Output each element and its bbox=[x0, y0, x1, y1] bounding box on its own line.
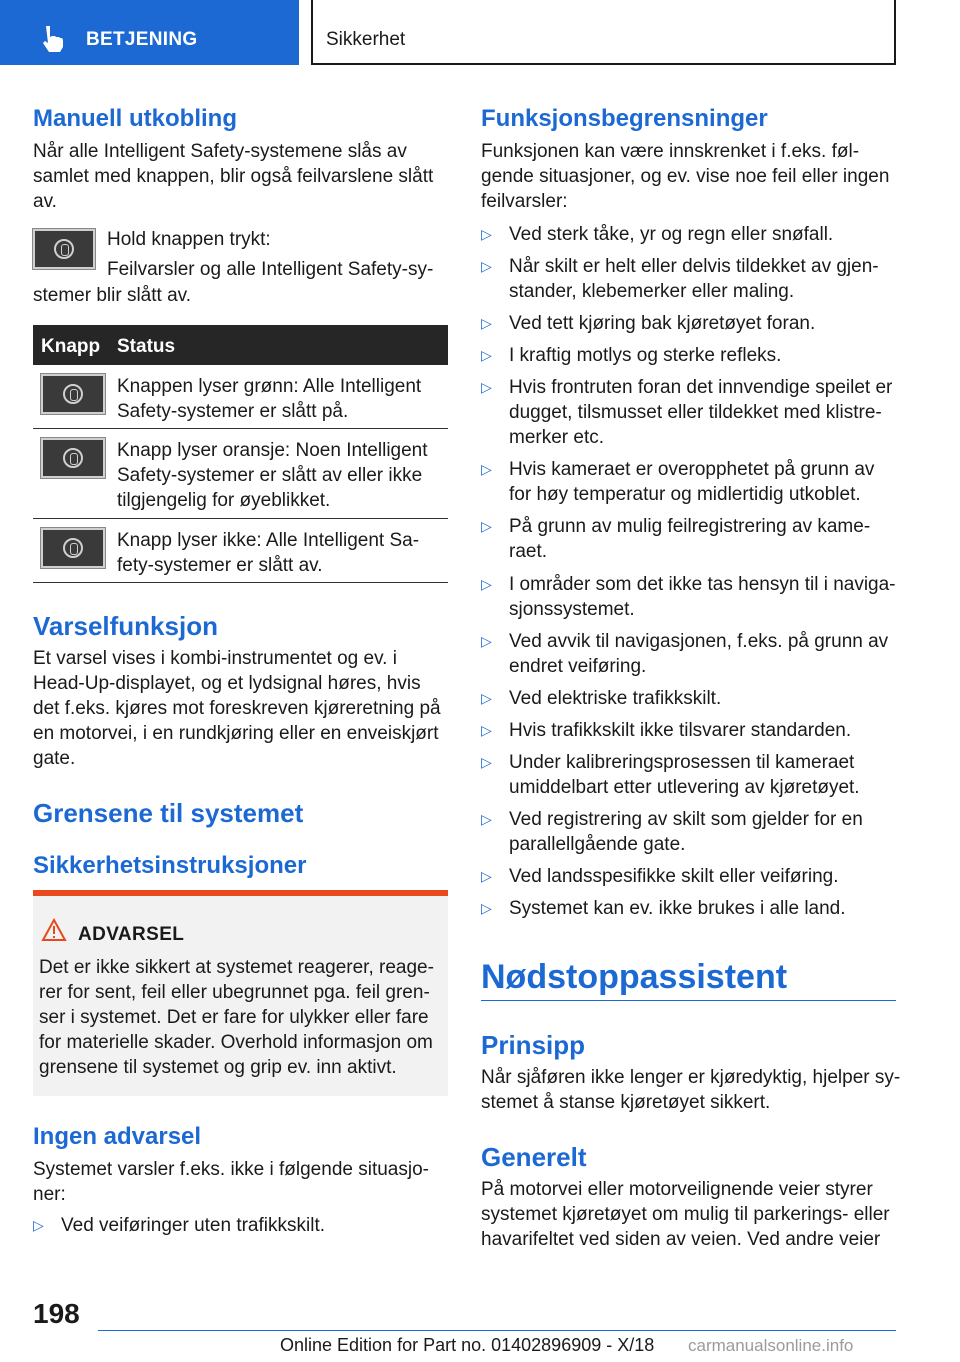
heading-underline bbox=[481, 1000, 896, 1001]
button-off-image bbox=[41, 528, 105, 568]
bullet-triangle-icon: ▷ bbox=[481, 811, 492, 827]
text-line: Systemet varsler f.eks. ikke i følgende situasjo- bbox=[33, 1159, 429, 1180]
bullet-triangle-icon: ▷ bbox=[481, 347, 492, 363]
text-line: feilvarsler: bbox=[481, 191, 568, 212]
bullet-triangle-icon: ▷ bbox=[481, 633, 492, 649]
list-item-text bbox=[509, 457, 874, 507]
bullet-triangle-icon: ▷ bbox=[481, 461, 492, 477]
text-line: merker etc. bbox=[509, 427, 605, 448]
text-line: parallellgående gate. bbox=[509, 834, 686, 855]
text-line: havarifeltet ved siden av veien. Ved andre veier bbox=[481, 1229, 881, 1250]
hold-result-2: stemer blir slått av. bbox=[33, 285, 192, 306]
text-line: stander, klebemerker eller maling. bbox=[509, 281, 795, 302]
chapter-label: Sikkerhet bbox=[326, 29, 406, 50]
text-line: I kraftig motlys og sterke refleks. bbox=[509, 345, 782, 366]
list-item-text bbox=[509, 896, 846, 921]
list-item-text bbox=[509, 686, 721, 711]
footer-rule bbox=[98, 1330, 896, 1331]
text-line: Safety-systemer er slått på. bbox=[117, 401, 349, 422]
text-line: ser i systemet. Det er fare for ulykker eller fare bbox=[39, 1007, 429, 1028]
text-line: umiddelbart etter utlevering av kjøretøyet. bbox=[509, 777, 860, 798]
chapter-header bbox=[311, 0, 896, 65]
list-item-text bbox=[509, 718, 851, 743]
text-line: det f.eks. kjøres mot foreskreven kjøreretning på bbox=[33, 698, 441, 719]
text-line: dugget, tilsmusset eller tildekket med klistre- bbox=[509, 402, 882, 423]
bullet-triangle-icon: ▷ bbox=[481, 754, 492, 770]
text-line: Systemet kan ev. ikke brukes i alle land. bbox=[509, 898, 846, 919]
table-row bbox=[117, 438, 428, 513]
text-line: Ved elektriske trafikkskilt. bbox=[509, 688, 722, 709]
heading-manuell-utkobling: Manuell utkobling bbox=[33, 105, 237, 132]
text-line: Når alle Intelligent Safety-systemene slås av bbox=[33, 141, 407, 162]
safety-button-icon bbox=[63, 384, 83, 404]
text-line: Hvis frontruten foran det innvendige speilet er bbox=[509, 377, 893, 398]
edition-text bbox=[280, 1335, 654, 1356]
text-line: Head-Up-displayet, og et lydsignal høres, hvis bbox=[33, 673, 421, 694]
text-line: av. bbox=[33, 191, 57, 212]
text-line: Ved landsspesifikke skilt eller veiføring. bbox=[509, 866, 839, 887]
heading-varselfunksjon: Varselfunksjon bbox=[33, 611, 218, 641]
bullet-triangle-icon: ▷ bbox=[481, 722, 492, 738]
list-item-text bbox=[509, 375, 892, 450]
table-divider bbox=[33, 428, 448, 429]
safety-button-icon bbox=[63, 448, 83, 468]
text-line: I områder som det ikke tas hensyn til i naviga- bbox=[509, 574, 896, 595]
button-green-image bbox=[41, 374, 105, 414]
text-line: Når skilt er helt eller delvis tildekket av gjen- bbox=[509, 256, 879, 277]
bullet-triangle-icon: ▷ bbox=[33, 1217, 44, 1233]
hand-pointer-icon bbox=[38, 24, 68, 54]
safety-button-image bbox=[33, 229, 95, 269]
list-item-text bbox=[509, 254, 879, 304]
list-item-text bbox=[509, 222, 833, 247]
text-line: Når sjåføren ikke lenger er kjøredyktig, hjelper sy- bbox=[481, 1067, 901, 1088]
paragraph-ingen bbox=[33, 1157, 429, 1207]
warning-text bbox=[39, 955, 434, 1080]
list-item-text bbox=[509, 311, 815, 336]
text-line: På grunn av mulig feilregistrering av kame- bbox=[509, 516, 871, 537]
bullet-triangle-icon: ▷ bbox=[481, 379, 492, 395]
text-line: Funksjonen kan være innskrenket i f.eks. føl- bbox=[481, 141, 860, 162]
bullet-triangle-icon: ▷ bbox=[481, 258, 492, 274]
text-line: sjonssystemet. bbox=[509, 599, 635, 620]
column-header-knapp: Knapp bbox=[41, 336, 101, 357]
list-item-text bbox=[509, 864, 838, 889]
text-line: gate. bbox=[33, 748, 76, 769]
warning-triangle-icon bbox=[41, 918, 67, 942]
safety-button-icon bbox=[63, 538, 83, 558]
list-item-text bbox=[509, 750, 860, 800]
heading-sikkerhetsinstruksjoner: Sikkerhetsinstruksjoner bbox=[33, 852, 307, 879]
bullet-triangle-icon: ▷ bbox=[481, 900, 492, 916]
text-line: Knappen lyser grønn: Alle Intelligent bbox=[117, 376, 422, 397]
bullet-triangle-icon: ▷ bbox=[481, 576, 492, 592]
heading-funksjonsbegrensninger: Funksjonsbegrensninger bbox=[481, 105, 768, 132]
heading-ingen-advarsel: Ingen advarsel bbox=[33, 1123, 202, 1150]
hold-instruction: Hold knappen trykt: bbox=[107, 229, 271, 250]
warning-title: ADVARSEL bbox=[78, 924, 185, 945]
button-orange-image bbox=[41, 438, 105, 478]
text-line: raet. bbox=[509, 541, 548, 562]
heading-grensene: Grensene til systemet bbox=[33, 798, 304, 828]
text-line: gende situasjoner, og ev. vise noe feil eller ingen bbox=[481, 166, 890, 187]
bullet-triangle-icon: ▷ bbox=[481, 690, 492, 706]
bullet-triangle-icon: ▷ bbox=[481, 518, 492, 534]
table-row bbox=[117, 374, 421, 424]
table-row bbox=[117, 528, 419, 578]
text-line: Knapp lyser ikke: Alle Intelligent Sa- bbox=[117, 530, 420, 551]
paragraph-manuell bbox=[33, 139, 433, 214]
paragraph-prinsipp bbox=[481, 1065, 900, 1115]
page-number: 198 bbox=[33, 1298, 80, 1329]
hold-result-1: Feilvarsler og alle Intelligent Safety-sy- bbox=[107, 259, 434, 280]
text-line: På motorvei eller motorveilignende veier styrer bbox=[481, 1179, 873, 1200]
paragraph-generelt bbox=[481, 1177, 890, 1252]
watermark: carmanualsonline.info bbox=[688, 1336, 854, 1355]
list-item-text: Ved veiføringer uten trafikkskilt. bbox=[61, 1215, 325, 1236]
text-line: en motorvei, i en rundkjøring eller en enveiskjørt bbox=[33, 723, 439, 744]
heading-nodstoppassistent: Nødstoppassistent bbox=[481, 958, 788, 996]
list-item-text bbox=[509, 572, 896, 622]
text-line: grensene til systemet og grip ev. inn aktivt. bbox=[39, 1057, 397, 1078]
text-line: Det er ikke sikkert at systemet reagerer, reage- bbox=[39, 957, 434, 978]
list-item-text bbox=[509, 514, 870, 564]
section-label: BETJENING bbox=[86, 29, 198, 50]
text-line: samlet med knappen, blir også feilvarslene slått bbox=[33, 166, 434, 187]
text-line: Ved registrering av skilt som gjelder for en bbox=[509, 809, 863, 830]
text-line: rer for sent, feil eller ubegrunnet pga. feil gren- bbox=[39, 982, 430, 1003]
text-line: Hvis trafikkskilt ikke tilsvarer standarden. bbox=[509, 720, 852, 741]
text-line: systemet kjøretøyet om mulig til parkerings- eller bbox=[481, 1204, 890, 1225]
table-divider bbox=[33, 582, 448, 583]
heading-prinsipp: Prinsipp bbox=[481, 1030, 586, 1060]
status-table-header bbox=[33, 325, 448, 365]
edition-label: Online Edition for Part no. 01402896909 - X/18 bbox=[280, 1335, 655, 1355]
column-header-status: Status bbox=[117, 336, 176, 357]
paragraph-funk bbox=[481, 139, 889, 214]
list-item-text bbox=[509, 629, 888, 679]
text-line: Hvis kameraet er overopphetet på grunn av bbox=[509, 459, 875, 480]
text-line: Knapp lyser oransje: Noen Intelligent bbox=[117, 440, 428, 461]
bullet-triangle-icon: ▷ bbox=[481, 315, 492, 331]
text-line: Safety-systemer er slått av eller ikke bbox=[117, 465, 423, 486]
text-line: ner: bbox=[33, 1184, 66, 1205]
safety-button-icon bbox=[54, 239, 74, 259]
text-line: Et varsel vises i kombi-instrumentet og ev. i bbox=[33, 648, 397, 669]
list-item-text bbox=[509, 343, 781, 368]
section-tab bbox=[0, 0, 299, 65]
text-line: Ved avvik til navigasjonen, f.eks. på grunn av bbox=[509, 631, 889, 652]
text-line: for høy temperatur og midlertidig utkoblet. bbox=[509, 484, 861, 505]
text-line: Ved sterk tåke, yr og regn eller snøfall. bbox=[509, 224, 834, 245]
text-line: fety-systemer er slått av. bbox=[117, 555, 323, 576]
bullet-triangle-icon: ▷ bbox=[481, 226, 492, 242]
text-line: Ved tett kjøring bak kjøretøyet foran. bbox=[509, 313, 816, 334]
text-line: endret veiføring. bbox=[509, 656, 647, 677]
text-line: for materielle skader. Overhold informasjon om bbox=[39, 1032, 433, 1053]
text-line: Under kalibreringsprosessen til kameraet bbox=[509, 752, 855, 773]
text-line: tilgjengelig for øyeblikket. bbox=[117, 490, 331, 511]
heading-generelt: Generelt bbox=[481, 1142, 587, 1172]
text-line: stemet å stanse kjøretøyet sikkert. bbox=[481, 1092, 771, 1113]
bullet-triangle-icon: ▷ bbox=[481, 868, 492, 884]
list-item-text bbox=[509, 807, 863, 857]
warning-box bbox=[33, 890, 448, 1096]
table-divider bbox=[33, 518, 448, 519]
paragraph-varsel bbox=[33, 646, 441, 771]
